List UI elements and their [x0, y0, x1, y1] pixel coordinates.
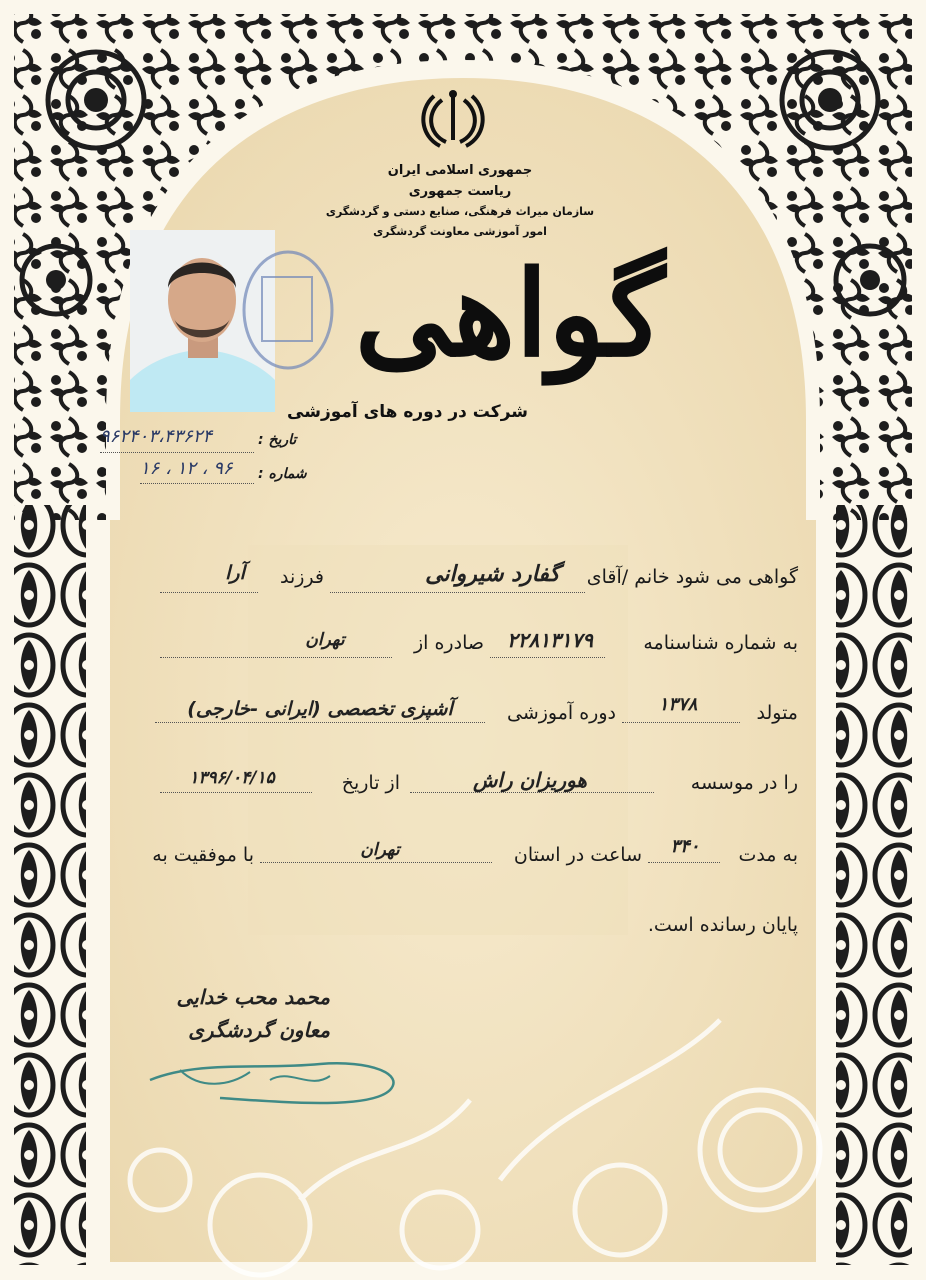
hours-dots — [648, 862, 720, 863]
date-label: تاریخ : — [258, 432, 297, 448]
header-country: جمهوری اسلامی ایران — [387, 163, 533, 178]
from-date: ۱۳۹۶/۰۴/۱۵ — [189, 768, 275, 788]
from-date-label: از تاریخ — [341, 772, 400, 794]
body-line6-text: پایان رسانده است. — [647, 914, 798, 936]
emblem-icon — [418, 88, 488, 150]
body-line1-text: گواهی می شود خانم /آقای — [586, 566, 798, 588]
name-dots — [330, 592, 585, 593]
header-department: امور آموزشی معاونت گردشگری — [373, 225, 547, 238]
course-label: دوره آموزشی — [506, 702, 616, 724]
institute-name: هوریزان راش — [473, 768, 587, 792]
born-dots — [622, 722, 740, 723]
issued-label: صادره از — [413, 632, 484, 654]
course-name: آشپزی تخصصی (ایرانی -خارجی) — [187, 698, 453, 720]
id-number: ۲۲۸۱۳۱۷۹ — [507, 628, 593, 652]
header-presidency: ریاست جمهوری — [408, 184, 512, 199]
number-dots — [140, 483, 254, 484]
province-dots — [260, 862, 492, 863]
date-dots — [100, 452, 254, 453]
duration-label: به مدت — [738, 844, 798, 866]
signatory-title: معاون گردشگری — [188, 1018, 330, 1042]
province: تهران — [360, 840, 400, 860]
header-organization: سازمان میراث فرهنگی، صنایع دستی و گردشگری — [325, 205, 595, 218]
certificate-title: گواهی — [354, 244, 666, 383]
stamp-icon — [238, 245, 338, 375]
son-of-label: فرزند — [279, 566, 324, 588]
id-dots — [490, 657, 605, 658]
course-dots — [155, 722, 485, 723]
course-hours: ۳۴۰ — [670, 836, 700, 857]
signatory-name: محمد محب خدایی — [176, 985, 330, 1009]
institute-dots — [410, 792, 654, 793]
father-name: آرا — [225, 562, 245, 584]
institute-label: را در موسسه — [690, 772, 798, 794]
number-label: شماره : — [258, 466, 307, 482]
father-dots — [160, 592, 258, 593]
signature-mark — [140, 1050, 410, 1120]
body-line2-text: به شماره شناسنامه — [643, 632, 798, 654]
date-value: ۹۶۲۴۰۳،۴۳۶۲۴ — [100, 426, 213, 447]
issued-dots — [160, 657, 392, 658]
from-date-dots — [160, 792, 312, 793]
number-value: ۹۶ ، ۱۲ ، ۱۶ — [140, 458, 233, 479]
born-label: متولد — [756, 702, 798, 724]
certificate-subtitle: شرکت در دوره های آموزشی — [287, 402, 528, 422]
birth-year: ۱۳۷۸ — [658, 694, 698, 715]
hours-label: ساعت در استان — [513, 844, 642, 866]
issued-city: تهران — [305, 630, 345, 650]
holder-name: گفارد شیروانی — [425, 562, 560, 587]
success-label: با موفقیت به — [152, 844, 254, 866]
